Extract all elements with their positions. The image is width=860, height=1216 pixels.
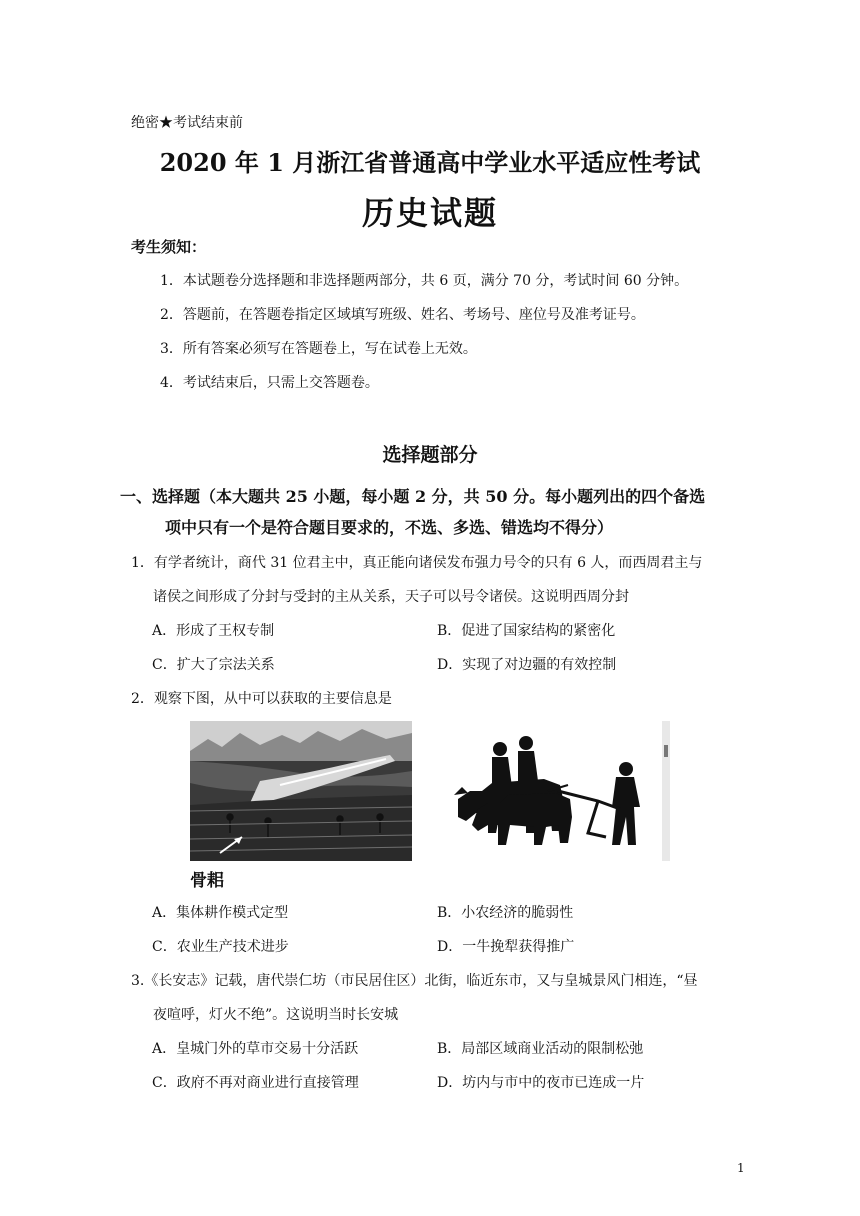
question-2-option-d: D．一牛挽犁获得推广 (437, 939, 575, 955)
question-2-option-b: B．小农经济的脆弱性 (437, 905, 574, 921)
notice-item: 3．所有答案必须写在答题卷上，写在试卷上无效。 (160, 341, 477, 357)
figure-label: 骨耜 (190, 871, 224, 891)
landscape-illustration (190, 721, 412, 861)
exam-title: 2020 年 1 月浙江省普通高中学业水平适应性考试 (159, 148, 701, 177)
ox-plowing-illustration (448, 721, 670, 861)
part-instructions-cont: 项中只有一个是符合题目要求的，不选、多选、错选均不得分） (165, 518, 614, 537)
question-3-option-d: D．坊内与市中的夜市已连成一片 (437, 1075, 645, 1091)
question-3-option-b: B．局部区域商业活动的限制松弛 (437, 1041, 644, 1057)
question-1-option-b: B．促进了国家结构的紧密化 (437, 623, 616, 639)
question-2-option-c: C．农业生产技术进步 (152, 939, 289, 955)
question-1-option-d: D．实现了对边疆的有效控制 (437, 657, 617, 673)
part-instructions: 一、选择题（本大题共 25 小题，每小题 2 分，共 50 分。每小题列出的四个备选 (120, 487, 706, 506)
question-3-option-a: A．皇城门外的草市交易十分活跃 (152, 1041, 359, 1057)
notice-item: 1．本试题卷分选择题和非选择题两部分，共 6 页，满分 70 分，考试时间 60 分钟。 (160, 273, 689, 289)
question-1-stem: 1．有学者统计，商代 31 位君主中，真正能向诸侯发布强力号令的只有 6 人，而西周君主与 (131, 555, 703, 571)
question-3-stem: 3.《长安志》记载，唐代崇仁坊（市民居住区）北街，临近东市，又与皇城景风门相连，“昼 (131, 973, 698, 989)
question-3-stem-cont: 夜喧呼，灯火不绝”。这说明当时长安城 (153, 1007, 399, 1023)
question-1-option-c: C．扩大了宗法关系 (152, 657, 275, 673)
question-2-option-a: A．集体耕作模式定型 (152, 905, 289, 921)
question-1-option-a: A．形成了王权专制 (152, 623, 275, 639)
subject-title: 历史试题 (361, 194, 498, 232)
notice-item: 4．考试结束后，只需上交答题卷。 (160, 375, 379, 391)
confidential-mark: 绝密★考试结束前 (131, 115, 243, 131)
question-1-stem-cont: 诸侯之间形成了分封与受封的主从关系，天子可以号令诸侯。这说明西周分封 (153, 589, 629, 605)
question-2-stem: 2．观察下图，从中可以获取的主要信息是 (131, 691, 392, 707)
section-title: 选择题部分 (382, 444, 478, 466)
page-number: 1 (737, 1161, 745, 1175)
farming-landscape-image (190, 721, 412, 861)
notice-item: 2．答题前，在答题卷指定区域填写班级、姓名、考场号、座位号及准考证号。 (160, 307, 645, 323)
notice-heading: 考生须知： (131, 238, 207, 256)
ox-plowing-image (448, 721, 670, 861)
question-3-option-c: C．政府不再对商业进行直接管理 (152, 1075, 359, 1091)
